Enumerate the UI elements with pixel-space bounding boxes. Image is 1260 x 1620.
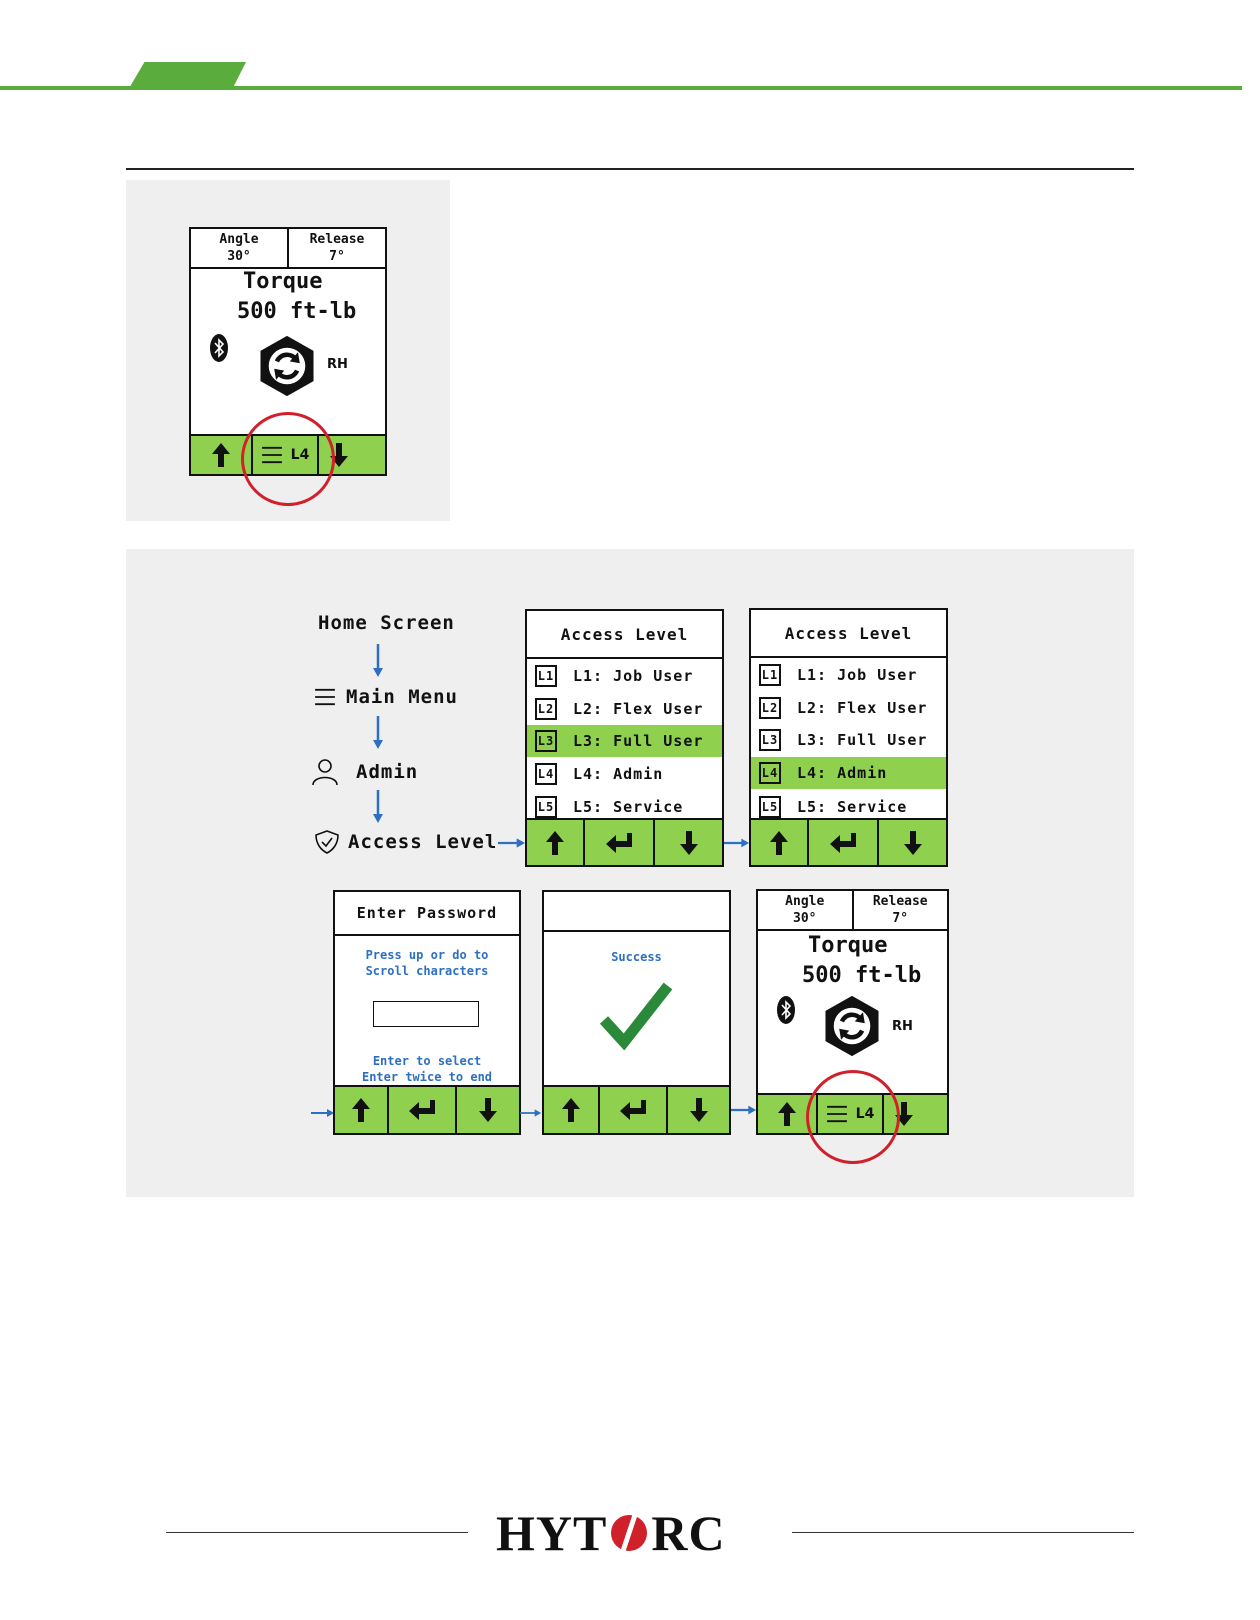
logo-o-icon [609,1513,649,1553]
success-screen [542,890,731,1135]
level-row[interactable]: L2 L2: Flex User [751,692,946,723]
level-code: L4 [759,762,781,784]
bluetooth-icon [209,333,229,363]
home-header [758,891,947,931]
access-level-screen-1 [525,609,724,867]
angle-label: Angle [219,232,259,247]
enter-icon [605,832,633,854]
down-arrow-icon [903,830,923,856]
up-arrow-icon [351,1097,371,1123]
menu-icon [314,688,336,706]
level-row[interactable]: L2 L2: Flex User [527,693,722,724]
access-button-bar [527,818,722,865]
down-arrow-icon [478,1097,498,1123]
torque-title: Torque [808,933,888,958]
release-value: 7° [329,249,345,264]
up-button[interactable] [751,820,809,865]
checkmark-icon [600,980,672,1050]
down-button[interactable] [668,1087,729,1133]
hytorc-logo: HYT RC [496,1505,726,1561]
enter-button[interactable] [389,1087,457,1133]
enter-button[interactable] [809,820,879,865]
success-button-bar [544,1085,729,1133]
password-hint-1: Press up or do to [365,948,489,962]
flow-main-menu: Main Menu [314,686,458,708]
flow-arrow-right [520,1107,542,1119]
level-code: L5 [759,796,781,818]
level-row[interactable]: L3 L3: Full User [751,724,946,756]
flow-arrow-down [372,790,384,824]
header-line [0,86,1242,90]
level-row[interactable]: L5 L5: Service [527,791,722,823]
angle-value: 30° [227,249,251,264]
user-icon [312,758,338,786]
flow-home-screen: Home Screen [318,612,455,634]
access-button-bar [751,818,946,865]
torque-value: 500 ft-lb [802,963,922,988]
password-footer-1: Enter to select [372,1054,482,1068]
level-row-selected[interactable]: L3 L3: Full User [527,725,722,757]
flow-arrow-down [372,716,384,750]
level-code: L1 [759,664,781,686]
release-label: Release [872,894,928,909]
section-rule [126,168,1134,170]
direction-label: RH [327,357,348,372]
up-arrow-icon [545,830,565,856]
release-value: 7° [892,911,909,926]
up-button[interactable] [527,820,585,865]
level-label: L4 [855,1106,875,1122]
direction-label: RH [892,1019,913,1034]
down-button[interactable] [457,1087,519,1133]
access-level-screen-2 [749,608,948,867]
level-label: L4 [290,447,310,463]
angle-label: Angle [785,894,825,909]
enter-button[interactable] [585,820,655,865]
rotation-nut-icon [255,331,319,401]
password-footer-2: Enter twice to end [361,1070,493,1084]
up-arrow-icon [777,1101,797,1127]
angle-value: 30° [793,911,817,926]
enter-button[interactable] [600,1087,668,1133]
password-button-bar [335,1085,519,1133]
flow-arrow-right [724,837,750,849]
level-row[interactable]: L1 L1: Job User [527,661,722,691]
success-header [544,892,729,932]
enter-icon [619,1099,647,1121]
highlight-circle [241,412,335,506]
down-arrow-icon [679,830,699,856]
level-code: L3 [759,729,781,751]
level-code: L3 [535,730,557,752]
up-arrow-icon [561,1097,581,1123]
footer-line-left [166,1532,468,1533]
flow-arrow-right [311,1107,335,1119]
level-code: L2 [759,697,781,719]
up-button[interactable] [335,1087,389,1133]
level-row-selected[interactable]: L4 L4: Admin [751,757,946,789]
password-title: Enter Password [335,892,519,936]
level-row[interactable]: L1 L1: Job User [751,660,946,690]
level-code: L4 [535,763,557,785]
down-button[interactable] [879,820,946,865]
level-row[interactable]: L5 L5: Service [751,791,946,822]
password-input[interactable] [373,1001,479,1027]
access-title: Access Level [527,611,722,659]
up-button[interactable] [544,1087,600,1133]
enter-icon [408,1099,436,1121]
level-code: L1 [535,665,557,687]
flow-access-level: Access Level [314,830,497,854]
torque-title: Torque [243,269,323,294]
home-header [191,229,385,269]
access-title: Access Level [751,610,946,658]
enter-icon [829,832,857,854]
footer-line-right [792,1532,1134,1533]
bluetooth-icon [776,995,796,1025]
success-label: Success [611,950,662,964]
highlight-circle [806,1070,900,1164]
flow-admin: Admin [312,758,418,786]
shield-icon [314,830,340,854]
password-hint-2: Scroll characters [365,964,489,978]
release-label: Release [309,232,365,247]
torque-value: 500 ft-lb [237,299,357,324]
enter-password-screen [333,890,521,1135]
flow-arrow-down [372,644,384,678]
level-code: L5 [535,796,557,818]
up-arrow-icon [211,442,231,468]
flow-arrow-right [731,1104,757,1116]
down-arrow-icon [689,1097,709,1123]
up-arrow-icon [769,830,789,856]
rotation-nut-icon [820,991,884,1061]
down-button[interactable] [655,820,722,865]
level-row[interactable]: L4 L4: Admin [527,758,722,789]
flow-arrow-right [498,837,526,849]
level-code: L2 [535,698,557,720]
